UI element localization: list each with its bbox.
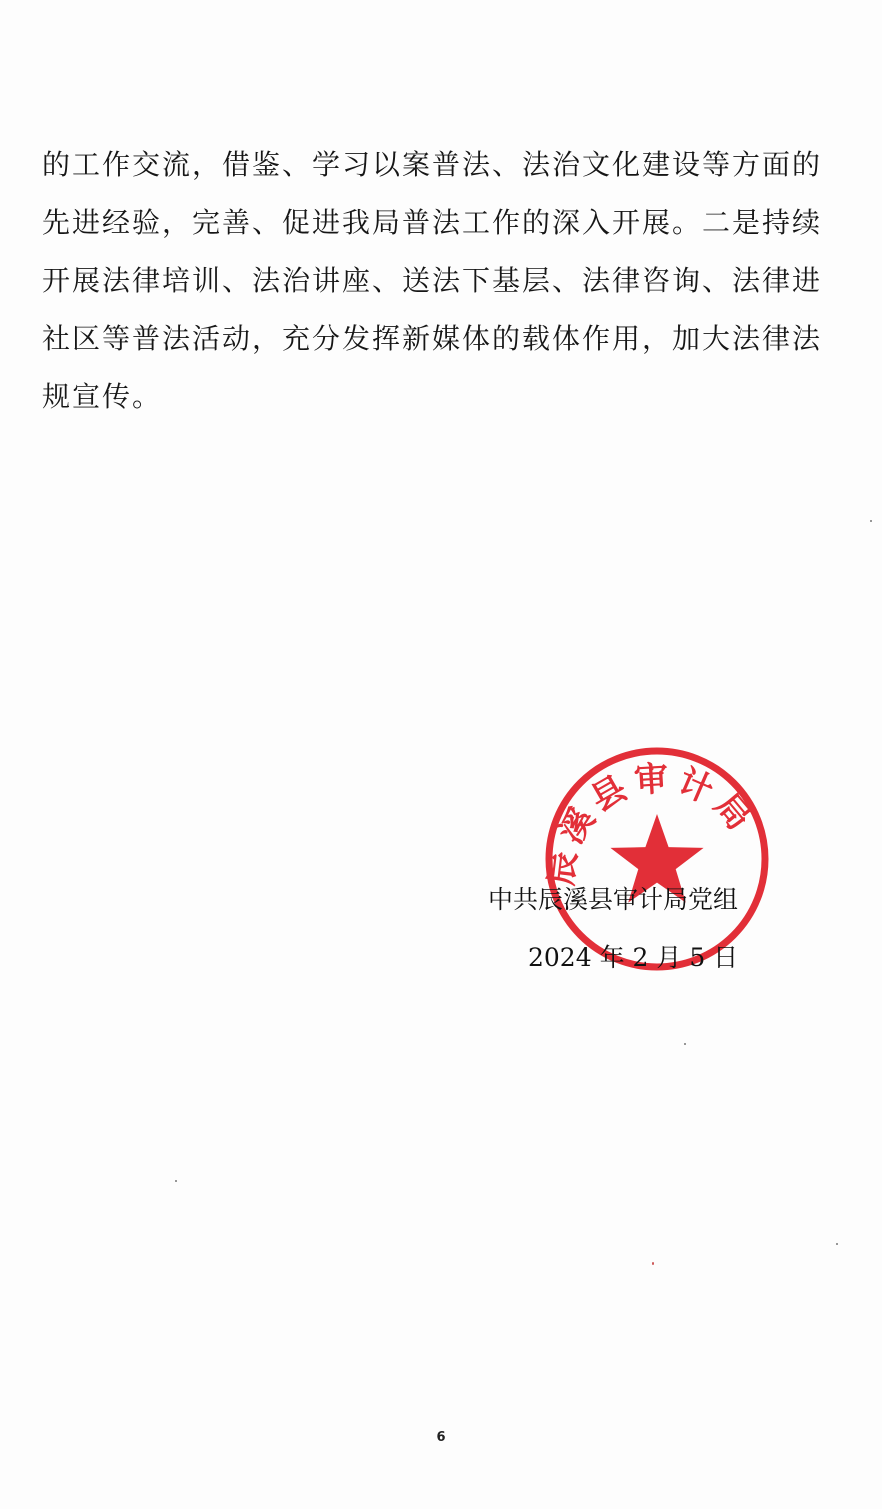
body-line: 规宣传。 (42, 380, 163, 413)
scan-speck (870, 520, 872, 522)
page-number: 6 (436, 1430, 446, 1445)
body-line: 的工作交流，借鉴、学习以案普法、法治文化建设等方面的 (42, 148, 823, 181)
body-line: 社区等普法活动，充分发挥新媒体的载体作用，加大法律法 (42, 322, 823, 355)
body-line: 开展法律培训、法治讲座、送法下基层、法律咨询、法律进 (42, 264, 823, 297)
seal-ring-text: 辰溪县审计局 (541, 758, 763, 888)
body-text (42, 136, 823, 426)
body-line: 先进经验，完善、促进我局普法工作的深入开展。二是持续 (42, 206, 823, 239)
signature-block (488, 880, 739, 972)
signature-organization: 中共辰溪县审计局党组 (488, 885, 739, 914)
scan-speck (652, 1262, 654, 1265)
scan-speck (684, 1043, 686, 1045)
scan-speck (175, 1180, 177, 1182)
scan-speck (836, 1243, 838, 1245)
signature-date: 2024 年 2 月 5 日 (528, 943, 739, 972)
